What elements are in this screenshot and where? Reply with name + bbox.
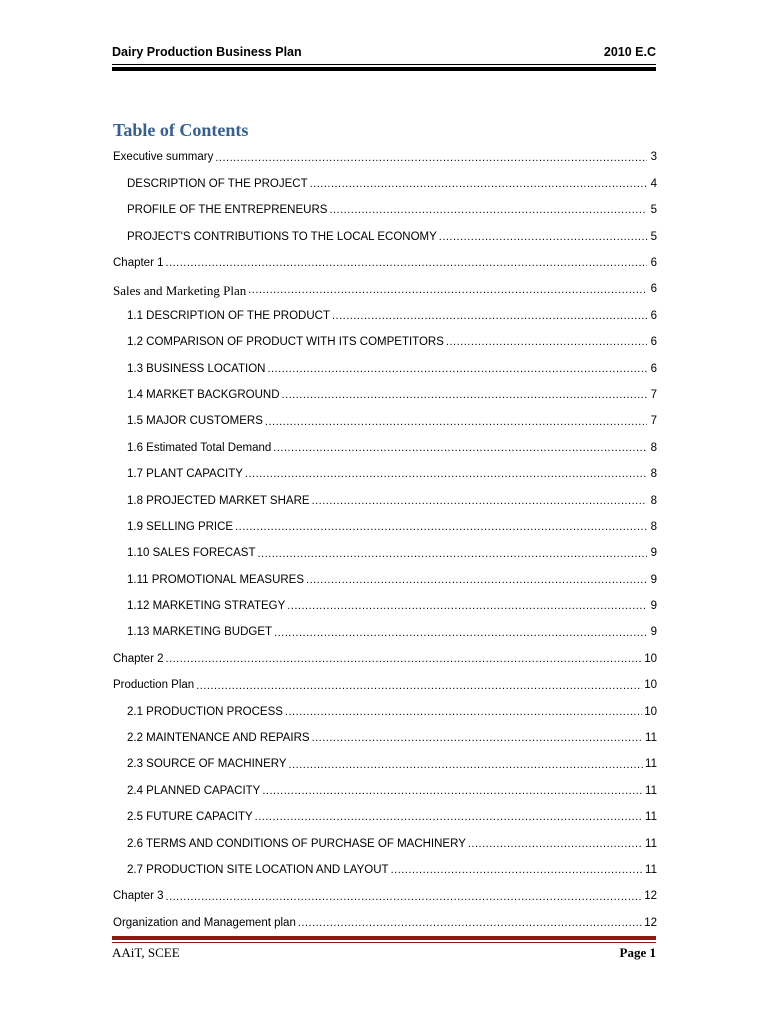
toc-entry-title: 2.6 TERMS AND CONDITIONS OF PURCHASE OF MACHINERY bbox=[127, 837, 466, 850]
toc-entry-page: 10 bbox=[644, 652, 657, 665]
toc-entry[interactable] bbox=[113, 831, 657, 857]
toc-entry[interactable] bbox=[113, 567, 657, 593]
toc-entry[interactable] bbox=[113, 488, 657, 514]
toc-entry[interactable] bbox=[113, 383, 657, 409]
dot-leader bbox=[166, 892, 643, 903]
dot-leader bbox=[265, 417, 647, 428]
toc-entry[interactable] bbox=[113, 356, 657, 382]
toc-entry-title: 1.9 SELLING PRICE bbox=[127, 520, 234, 533]
toc-entry-title: 2.4 PLANNED CAPACITY bbox=[127, 784, 261, 797]
toc-entry[interactable] bbox=[113, 251, 657, 277]
toc-entry-title: Executive summary bbox=[113, 151, 214, 164]
toc-entry[interactable] bbox=[113, 726, 657, 752]
dot-leader bbox=[235, 522, 647, 533]
toc-entry-page: 5 bbox=[650, 230, 657, 243]
toc-entry-title: 1.5 MAJOR CUSTOMERS bbox=[127, 415, 263, 428]
toc-entry[interactable] bbox=[113, 858, 657, 884]
toc-entry-title: PROJECT'S CONTRIBUTIONS TO THE LOCAL ECONOMY bbox=[127, 230, 437, 243]
footer-page-number: Page 1 bbox=[619, 945, 656, 960]
toc-entry-page: 11 bbox=[645, 732, 657, 745]
toc-entry-page: 6 bbox=[650, 362, 657, 375]
dot-leader bbox=[289, 760, 644, 771]
toc-entry[interactable] bbox=[113, 462, 657, 488]
toc-entry-title: 2.5 FUTURE CAPACITY bbox=[127, 811, 253, 824]
toc-entry-page: 10 bbox=[644, 705, 657, 718]
toc-entry-page: 7 bbox=[650, 388, 657, 401]
dot-leader bbox=[267, 364, 647, 375]
dot-leader bbox=[257, 549, 647, 560]
toc-entry-title: 1.6 Estimated Total Demand bbox=[127, 441, 272, 454]
toc-heading: Table of Contents bbox=[113, 120, 249, 140]
toc-entry[interactable] bbox=[113, 224, 657, 250]
toc-entry[interactable] bbox=[113, 910, 657, 936]
toc-entry-page: 12 bbox=[644, 916, 657, 929]
page-header bbox=[112, 45, 656, 59]
toc-entry[interactable] bbox=[113, 594, 657, 620]
toc-entry-page: 8 bbox=[650, 494, 657, 507]
dot-leader bbox=[215, 153, 647, 164]
toc-entry-page: 6 bbox=[650, 257, 657, 269]
toc-entry-title: 2.1 PRODUCTION PROCESS bbox=[127, 705, 283, 718]
dot-leader bbox=[285, 707, 642, 718]
toc-entry-title: Production Plan bbox=[113, 679, 195, 692]
page-footer bbox=[112, 945, 656, 961]
toc-entry-title: Chapter 3 bbox=[113, 890, 164, 903]
dot-leader bbox=[332, 311, 647, 322]
toc-entry-title: 1.7 PLANT CAPACITY bbox=[127, 468, 243, 481]
header-title: Dairy Production Business Plan bbox=[112, 45, 302, 59]
toc-entry-page: 10 bbox=[644, 679, 657, 692]
toc-entry[interactable] bbox=[113, 646, 657, 672]
toc-entry[interactable] bbox=[113, 805, 657, 831]
toc-entry[interactable] bbox=[113, 330, 657, 356]
toc-entry-page: 7 bbox=[650, 415, 657, 428]
toc-entry[interactable] bbox=[113, 409, 657, 435]
dot-leader bbox=[312, 496, 647, 507]
toc-entry[interactable] bbox=[113, 198, 657, 224]
toc-entry-title: 1.1 DESCRIPTION OF THE PRODUCT bbox=[127, 309, 330, 322]
dot-leader bbox=[306, 575, 647, 586]
dot-leader bbox=[282, 390, 647, 401]
toc-entry[interactable] bbox=[113, 620, 657, 646]
dot-leader bbox=[446, 337, 647, 348]
toc-entry[interactable] bbox=[113, 435, 657, 461]
toc-entry-title: Chapter 2 bbox=[113, 652, 164, 665]
toc-entry-title: 1.13 MARKETING BUDGET bbox=[127, 626, 273, 639]
toc-entry-title: 2.7 PRODUCTION SITE LOCATION AND LAYOUT bbox=[127, 863, 389, 876]
toc-entry-title: 1.10 SALES FORECAST bbox=[127, 547, 256, 560]
toc-entry-title: DESCRIPTION OF THE PROJECT bbox=[127, 177, 308, 190]
dot-leader bbox=[274, 628, 647, 639]
toc-entry-page: 6 bbox=[650, 283, 657, 296]
toc-entry-title: 1.2 COMPARISON OF PRODUCT WITH ITS COMPETITORS bbox=[127, 336, 444, 349]
toc-entry-page: 8 bbox=[650, 441, 657, 454]
table-of-contents bbox=[113, 145, 657, 937]
toc-entry-page: 11 bbox=[645, 863, 657, 876]
dot-leader bbox=[329, 205, 647, 216]
toc-entry[interactable] bbox=[113, 673, 657, 699]
dot-leader bbox=[287, 601, 647, 612]
toc-entry-page: 6 bbox=[650, 336, 657, 349]
toc-entry-page: 11 bbox=[645, 837, 657, 850]
dot-leader bbox=[310, 179, 647, 190]
toc-entry[interactable] bbox=[113, 884, 657, 910]
toc-entry-page: 4 bbox=[650, 177, 657, 190]
toc-entry-title: Chapter 1 bbox=[113, 257, 164, 269]
toc-entry[interactable] bbox=[113, 277, 657, 303]
dot-leader bbox=[273, 443, 647, 454]
dot-leader bbox=[166, 258, 647, 269]
dot-leader bbox=[298, 918, 642, 929]
toc-entry-page: 8 bbox=[650, 468, 657, 481]
toc-entry-page: 9 bbox=[650, 626, 657, 639]
toc-entry[interactable] bbox=[113, 699, 657, 725]
toc-entry-title: 1.4 MARKET BACKGROUND bbox=[127, 388, 280, 401]
header-year: 2010 E.C bbox=[603, 45, 656, 59]
toc-entry-title: Sales and Marketing Plan bbox=[113, 282, 247, 298]
dot-leader bbox=[312, 733, 643, 744]
toc-entry-title: 1.3 BUSINESS LOCATION bbox=[127, 362, 266, 375]
toc-entry-page: 5 bbox=[650, 204, 657, 217]
dot-leader bbox=[391, 865, 643, 876]
toc-entry-page: 11 bbox=[645, 811, 657, 824]
dot-leader bbox=[255, 812, 643, 823]
toc-entry-page: 12 bbox=[644, 890, 657, 903]
dot-leader bbox=[248, 285, 647, 296]
toc-entry-title: Organization and Management plan bbox=[113, 916, 296, 929]
toc-entry-title: 1.11 PROMOTIONAL MEASURES bbox=[127, 573, 305, 586]
dot-leader bbox=[439, 232, 647, 243]
toc-entry-page: 11 bbox=[645, 758, 657, 771]
toc-entry[interactable] bbox=[113, 514, 657, 540]
toc-entry[interactable] bbox=[113, 145, 657, 171]
dot-leader bbox=[196, 681, 642, 692]
dot-leader bbox=[245, 469, 647, 480]
toc-entry-title: 2.3 SOURCE OF MACHINERY bbox=[127, 758, 287, 771]
toc-entry-page: 9 bbox=[650, 600, 657, 613]
toc-entry-title: PROFILE OF THE ENTREPRENEURS bbox=[127, 204, 328, 217]
footer-left: AAiT, SCEE bbox=[112, 945, 180, 960]
toc-entry-page: 11 bbox=[645, 784, 657, 797]
toc-entry-title: 1.12 MARKETING STRATEGY bbox=[127, 600, 286, 613]
toc-entry[interactable] bbox=[113, 752, 657, 778]
toc-entry-page: 3 bbox=[650, 151, 657, 164]
toc-entry[interactable] bbox=[113, 171, 657, 197]
toc-entry[interactable] bbox=[113, 541, 657, 567]
toc-entry-title: 2.2 MAINTENANCE AND REPAIRS bbox=[127, 732, 310, 745]
toc-entry[interactable] bbox=[113, 778, 657, 804]
toc-entry-page: 8 bbox=[650, 520, 657, 533]
toc-entry-page: 9 bbox=[650, 573, 657, 586]
toc-entry-page: 6 bbox=[650, 309, 657, 322]
toc-entry-title: 1.8 PROJECTED MARKET SHARE bbox=[127, 494, 310, 507]
dot-leader bbox=[166, 654, 643, 665]
dot-leader bbox=[262, 786, 643, 797]
dot-leader bbox=[468, 839, 643, 850]
toc-entry[interactable] bbox=[113, 303, 657, 329]
toc-entry-page: 9 bbox=[650, 547, 657, 560]
